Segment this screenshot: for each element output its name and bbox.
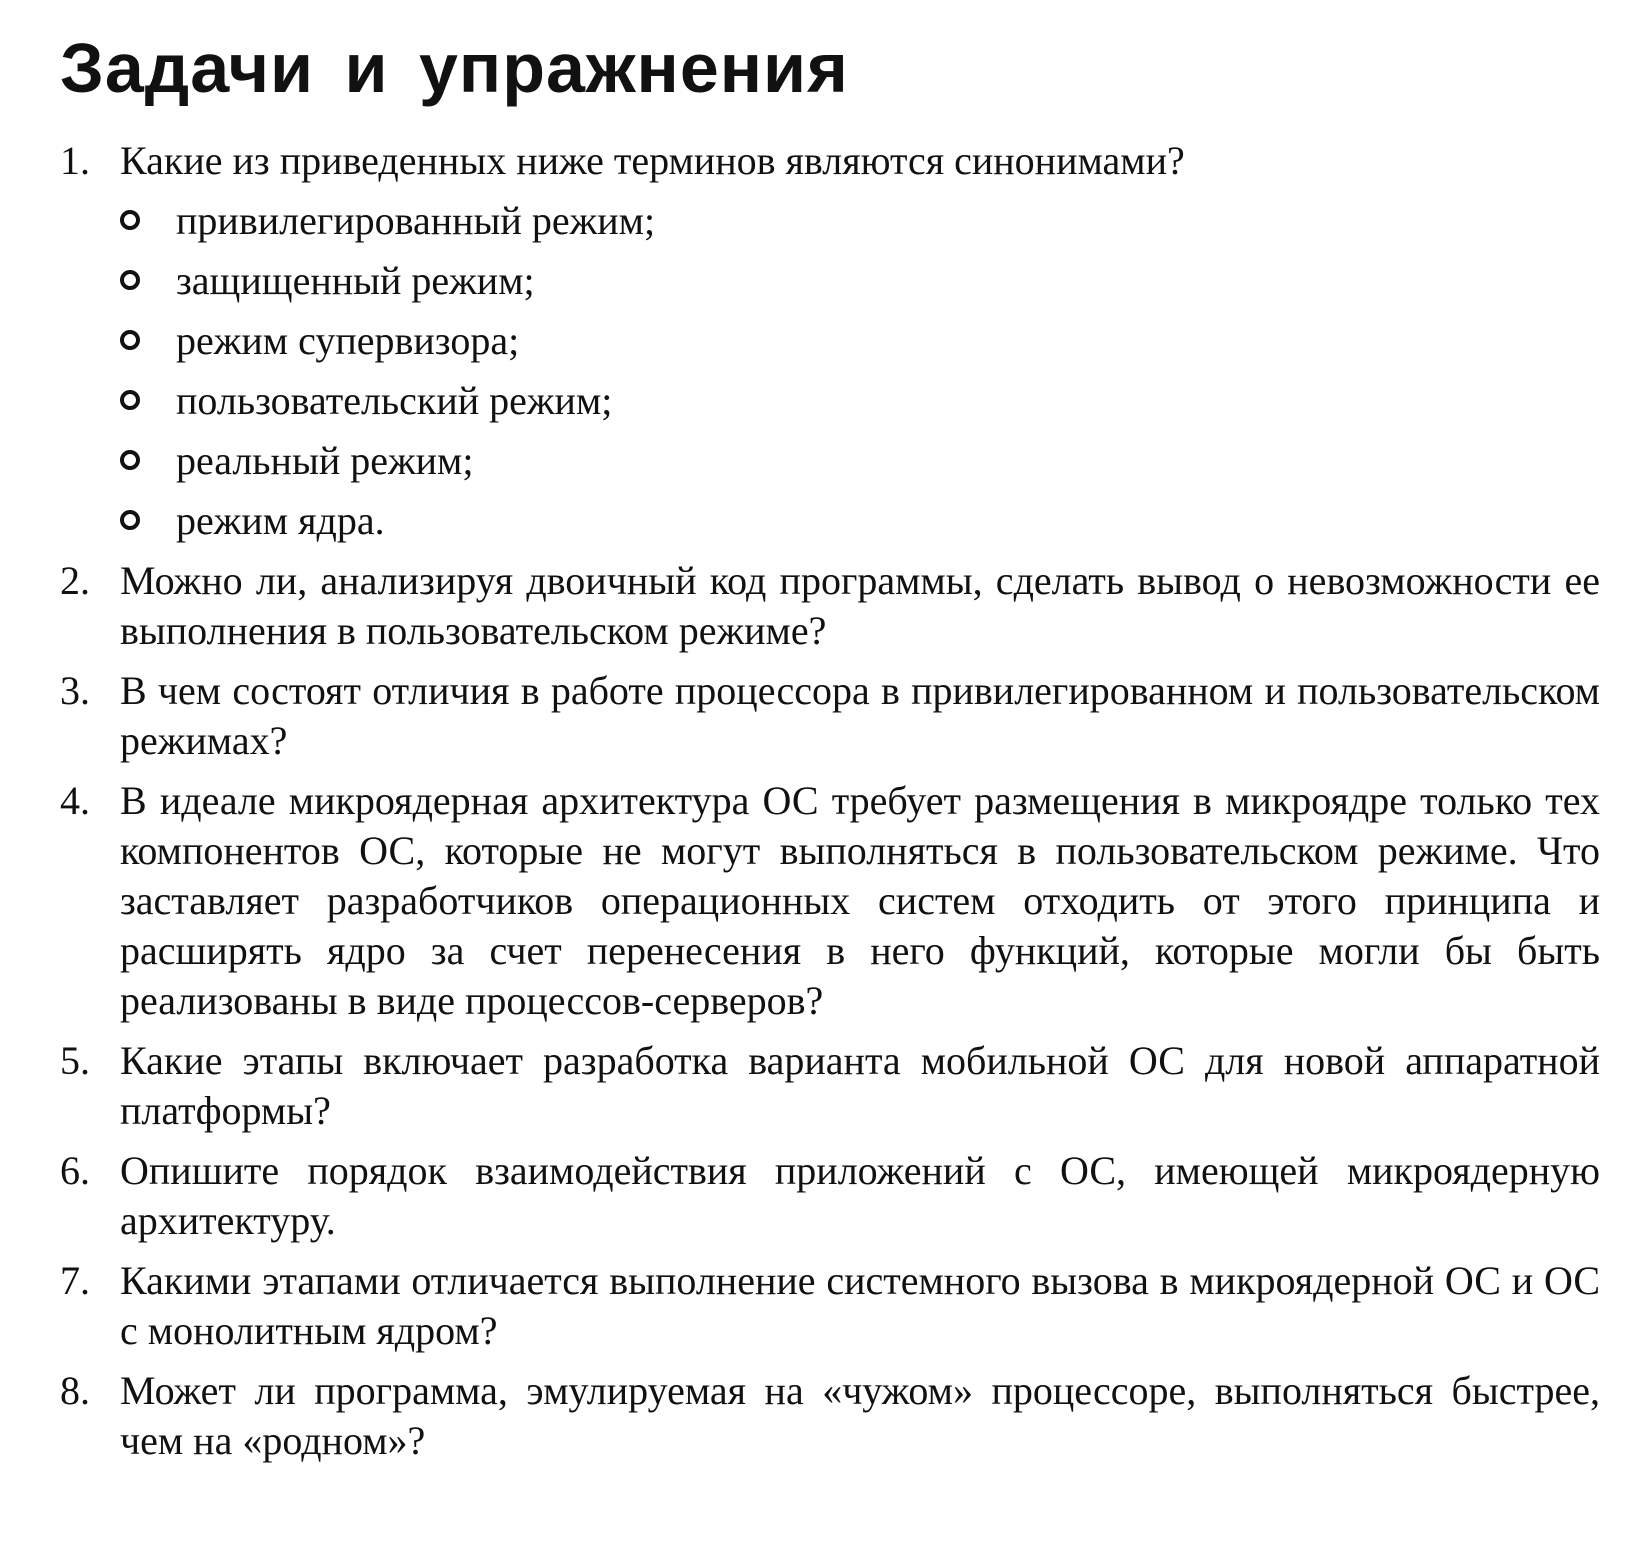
task-number: 1.	[60, 138, 90, 183]
option-label: режим супервизора;	[176, 318, 520, 363]
task-number: 5.	[60, 1038, 90, 1083]
task-list	[60, 136, 1600, 1466]
option-list	[120, 196, 1600, 546]
task-item-1	[60, 136, 1600, 546]
task-item-6	[60, 1146, 1600, 1246]
radio-circle-icon	[120, 510, 140, 530]
option-item	[120, 376, 1600, 426]
task-text: Какими этапами отличается выполнение системного вызова в микроядерной ОС и ОС с монолитным ядром?	[120, 1258, 1600, 1353]
option-item	[120, 436, 1600, 486]
task-text: Может ли программа, эмулируемая на «чужом» процессоре, выполняться быстрее, чем на «родном»?	[120, 1368, 1600, 1463]
option-label: режим ядра.	[176, 498, 385, 543]
radio-circle-icon	[120, 330, 140, 350]
task-text: В идеале микроядерная архитектура ОС требует размещения в микроядре только тех компонентов ОС, которые не могут выполняться в пользовательском режиме. Что заставляет разработчиков операционных систем отходить от этого принципа и расширять ядро за счет перенесения в него функций, которые могли бы быть реализованы в виде процессов-серверов?	[120, 778, 1600, 1023]
option-label: пользовательский режим;	[176, 378, 613, 423]
task-text: Какие из приведенных ниже терминов являются синонимами?	[120, 138, 1185, 183]
task-number: 4.	[60, 778, 90, 823]
option-item	[120, 316, 1600, 366]
task-text: Опишите порядок взаимодействия приложений с ОС, имеющей микроядерную архитектуру.	[120, 1148, 1600, 1243]
option-item	[120, 496, 1600, 546]
task-text: В чем состоят отличия в работе процессора в привилегированном и пользовательском режимах?	[120, 668, 1600, 763]
task-item-2	[60, 556, 1600, 656]
task-number: 6.	[60, 1148, 90, 1193]
task-item-8	[60, 1366, 1600, 1466]
radio-circle-icon	[120, 270, 140, 290]
task-text: Можно ли, анализируя двоичный код программы, сделать вывод о невозможности ее выполнения в пользовательском режиме?	[120, 558, 1600, 653]
task-number: 8.	[60, 1368, 90, 1413]
option-item	[120, 256, 1600, 306]
option-label: защищенный режим;	[176, 258, 535, 303]
task-number: 2.	[60, 558, 90, 603]
option-label: реальный режим;	[176, 438, 474, 483]
task-text: Какие этапы включает разработка варианта мобильной ОС для новой аппаратной платформы?	[120, 1038, 1600, 1133]
task-number: 7.	[60, 1258, 90, 1303]
task-item-5	[60, 1036, 1600, 1136]
radio-circle-icon	[120, 390, 140, 410]
radio-circle-icon	[120, 210, 140, 230]
option-label: привилегированный режим;	[176, 198, 656, 243]
task-item-4	[60, 776, 1600, 1026]
option-item	[120, 196, 1600, 246]
radio-circle-icon	[120, 450, 140, 470]
document-page	[60, 18, 1600, 1476]
task-number: 3.	[60, 668, 90, 713]
task-item-3	[60, 666, 1600, 766]
task-item-7	[60, 1256, 1600, 1356]
section-title: Задачи и упражнения	[60, 29, 849, 107]
